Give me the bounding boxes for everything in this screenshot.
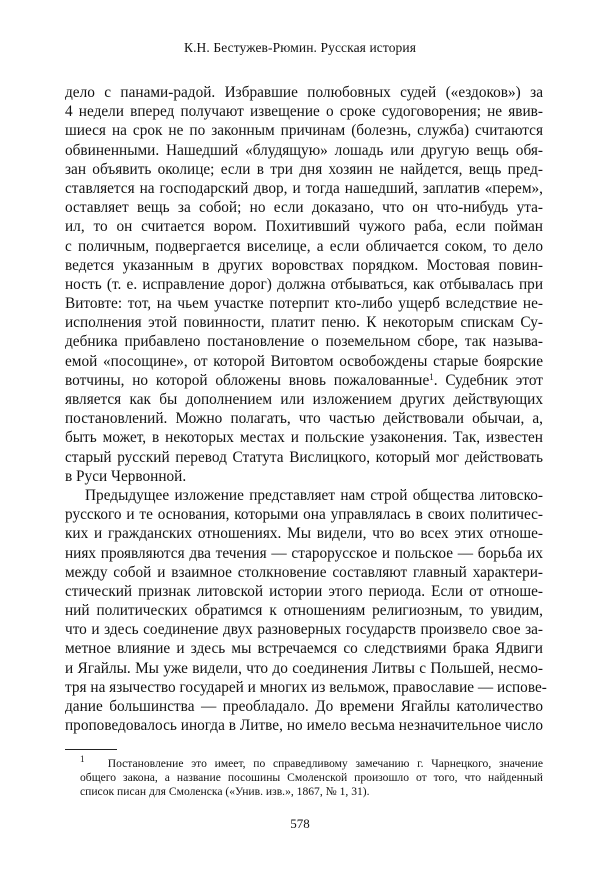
text-line: проповедовалось иногда в Литве, но имело весьма незначительное число bbox=[65, 717, 543, 735]
text-line: стический признак литовской истории этого периода. Если от отноше- bbox=[65, 582, 543, 600]
footnote-divider bbox=[65, 749, 117, 750]
footnote-line: общего закона, а название посошины Смоленской произошло от того, что найденный bbox=[80, 771, 543, 784]
text-line: ставляется на господарский двор, и тогда нашедший, заплатив «перем», bbox=[65, 179, 543, 197]
text-line: ил, то он считается вором. Похитивший чужого раба, если пойман bbox=[65, 218, 543, 236]
running-header: К.Н. Бестужев-Рюмин. Русская история bbox=[183, 40, 417, 55]
text-line: исполнения этой повинности, платит пеню. К некоторым спискам Су- bbox=[65, 314, 543, 332]
text-segment: вотчины, но которой обложены вновь пожалованные bbox=[65, 371, 430, 389]
text-line: ность (т. е. исправление дорог) должна отбываться, как отбывалась при bbox=[65, 275, 543, 293]
text-line-with-footnote bbox=[65, 371, 543, 390]
footnote-line bbox=[80, 754, 543, 771]
text-line: дание большинства — преобладало. До времени Ягайлы католичество bbox=[65, 698, 543, 715]
text-line: постановлений. Можно полагать, что частью действовали обычаи, а, bbox=[65, 410, 543, 428]
text-line: в Руси Червонной. bbox=[65, 467, 187, 485]
text-line: обвиненными. Нашедший «блудящую» лошадь или другую вещь обя- bbox=[65, 141, 543, 159]
text-line: быть может, в некоторых местах и польские узаконения. Так, известен bbox=[65, 429, 543, 447]
text-line: шиеся на срок не по законным причинам (болезнь, служба) считаются bbox=[65, 122, 543, 140]
text-line: тря на язычество государей и многих из вельмож, православие — испове- bbox=[65, 678, 547, 696]
page-number: 578 bbox=[290, 816, 310, 831]
text-line: русского и те основания, которыми она управлялась в своих политичес- bbox=[65, 506, 543, 524]
text-line: ниях проявляются два течения — старорусское и польское — борьба их bbox=[65, 544, 543, 562]
text-line: емой «посощине», от которой Витовтом освобождены старые боярские bbox=[65, 352, 543, 370]
text-line: старый русский перевод Статута Вислицкого, который мог действовать bbox=[65, 448, 543, 466]
text-line: является как бы дополнением или изложением других действующих bbox=[65, 391, 543, 408]
text-line: ведется указанным в других воровствах порядком. Мостовая повин- bbox=[65, 256, 543, 274]
text-line: Витовте: тот, на чьем участке потерпит кто-либо ущерб вследствие не- bbox=[65, 295, 543, 313]
footnote-marker[interactable]: 1 bbox=[429, 371, 434, 382]
text-line: что и здесь соединение двух разноверных государств произвело свое за- bbox=[65, 621, 543, 639]
text-line: зан объявить околице; если в три дня хозяин не найдется, вещь пред- bbox=[65, 160, 543, 178]
footnote-text: Постановление это имеет, по справедливому замечанию г. Чарнецкого, значение bbox=[107, 757, 543, 770]
footnote-line: список писан для Смоленска («Унив. изв.», 1867, № 1, 31). bbox=[80, 785, 370, 798]
text-line: метное влияние и здесь мы встречаемся со следствиями брака Ядвиги bbox=[65, 640, 543, 658]
body-text bbox=[65, 83, 547, 735]
text-line: дебника прибавлено постановление о поземельном сборе, так называ- bbox=[65, 333, 543, 351]
text-line: дело с панами-радой. Избравшие полюбовных судей («ездоков») за bbox=[65, 84, 543, 101]
text-line: и Ягайлы. Мы уже видели, что до соединения Литвы с Польшей, несмо- bbox=[65, 659, 543, 677]
footnote-number: 1 bbox=[80, 754, 85, 764]
text-line: между собой и взаимное столкновение составляют главный характери- bbox=[65, 563, 543, 581]
text-line: оставляет вещь за собой; но если доказано, что он что-нибудь ута- bbox=[65, 199, 543, 217]
text-line: 4 недели вперед получают извещение о сроке судоговорения; не явив- bbox=[65, 103, 543, 121]
text-segment: . Судебник этот bbox=[433, 371, 543, 389]
text-line: ний политических обратимся к отношениям религиозным, то увидим, bbox=[65, 602, 543, 620]
text-line: Предыдущее изложение представляет нам строй общества литовско- bbox=[85, 486, 543, 504]
footnote bbox=[80, 754, 543, 799]
text-line: ких и гражданских отношениях. Мы видели, что во всех этих отноше- bbox=[65, 525, 543, 543]
text-line: с поличным, подвергается виселице, а если обличается соком, то дело bbox=[65, 237, 543, 255]
